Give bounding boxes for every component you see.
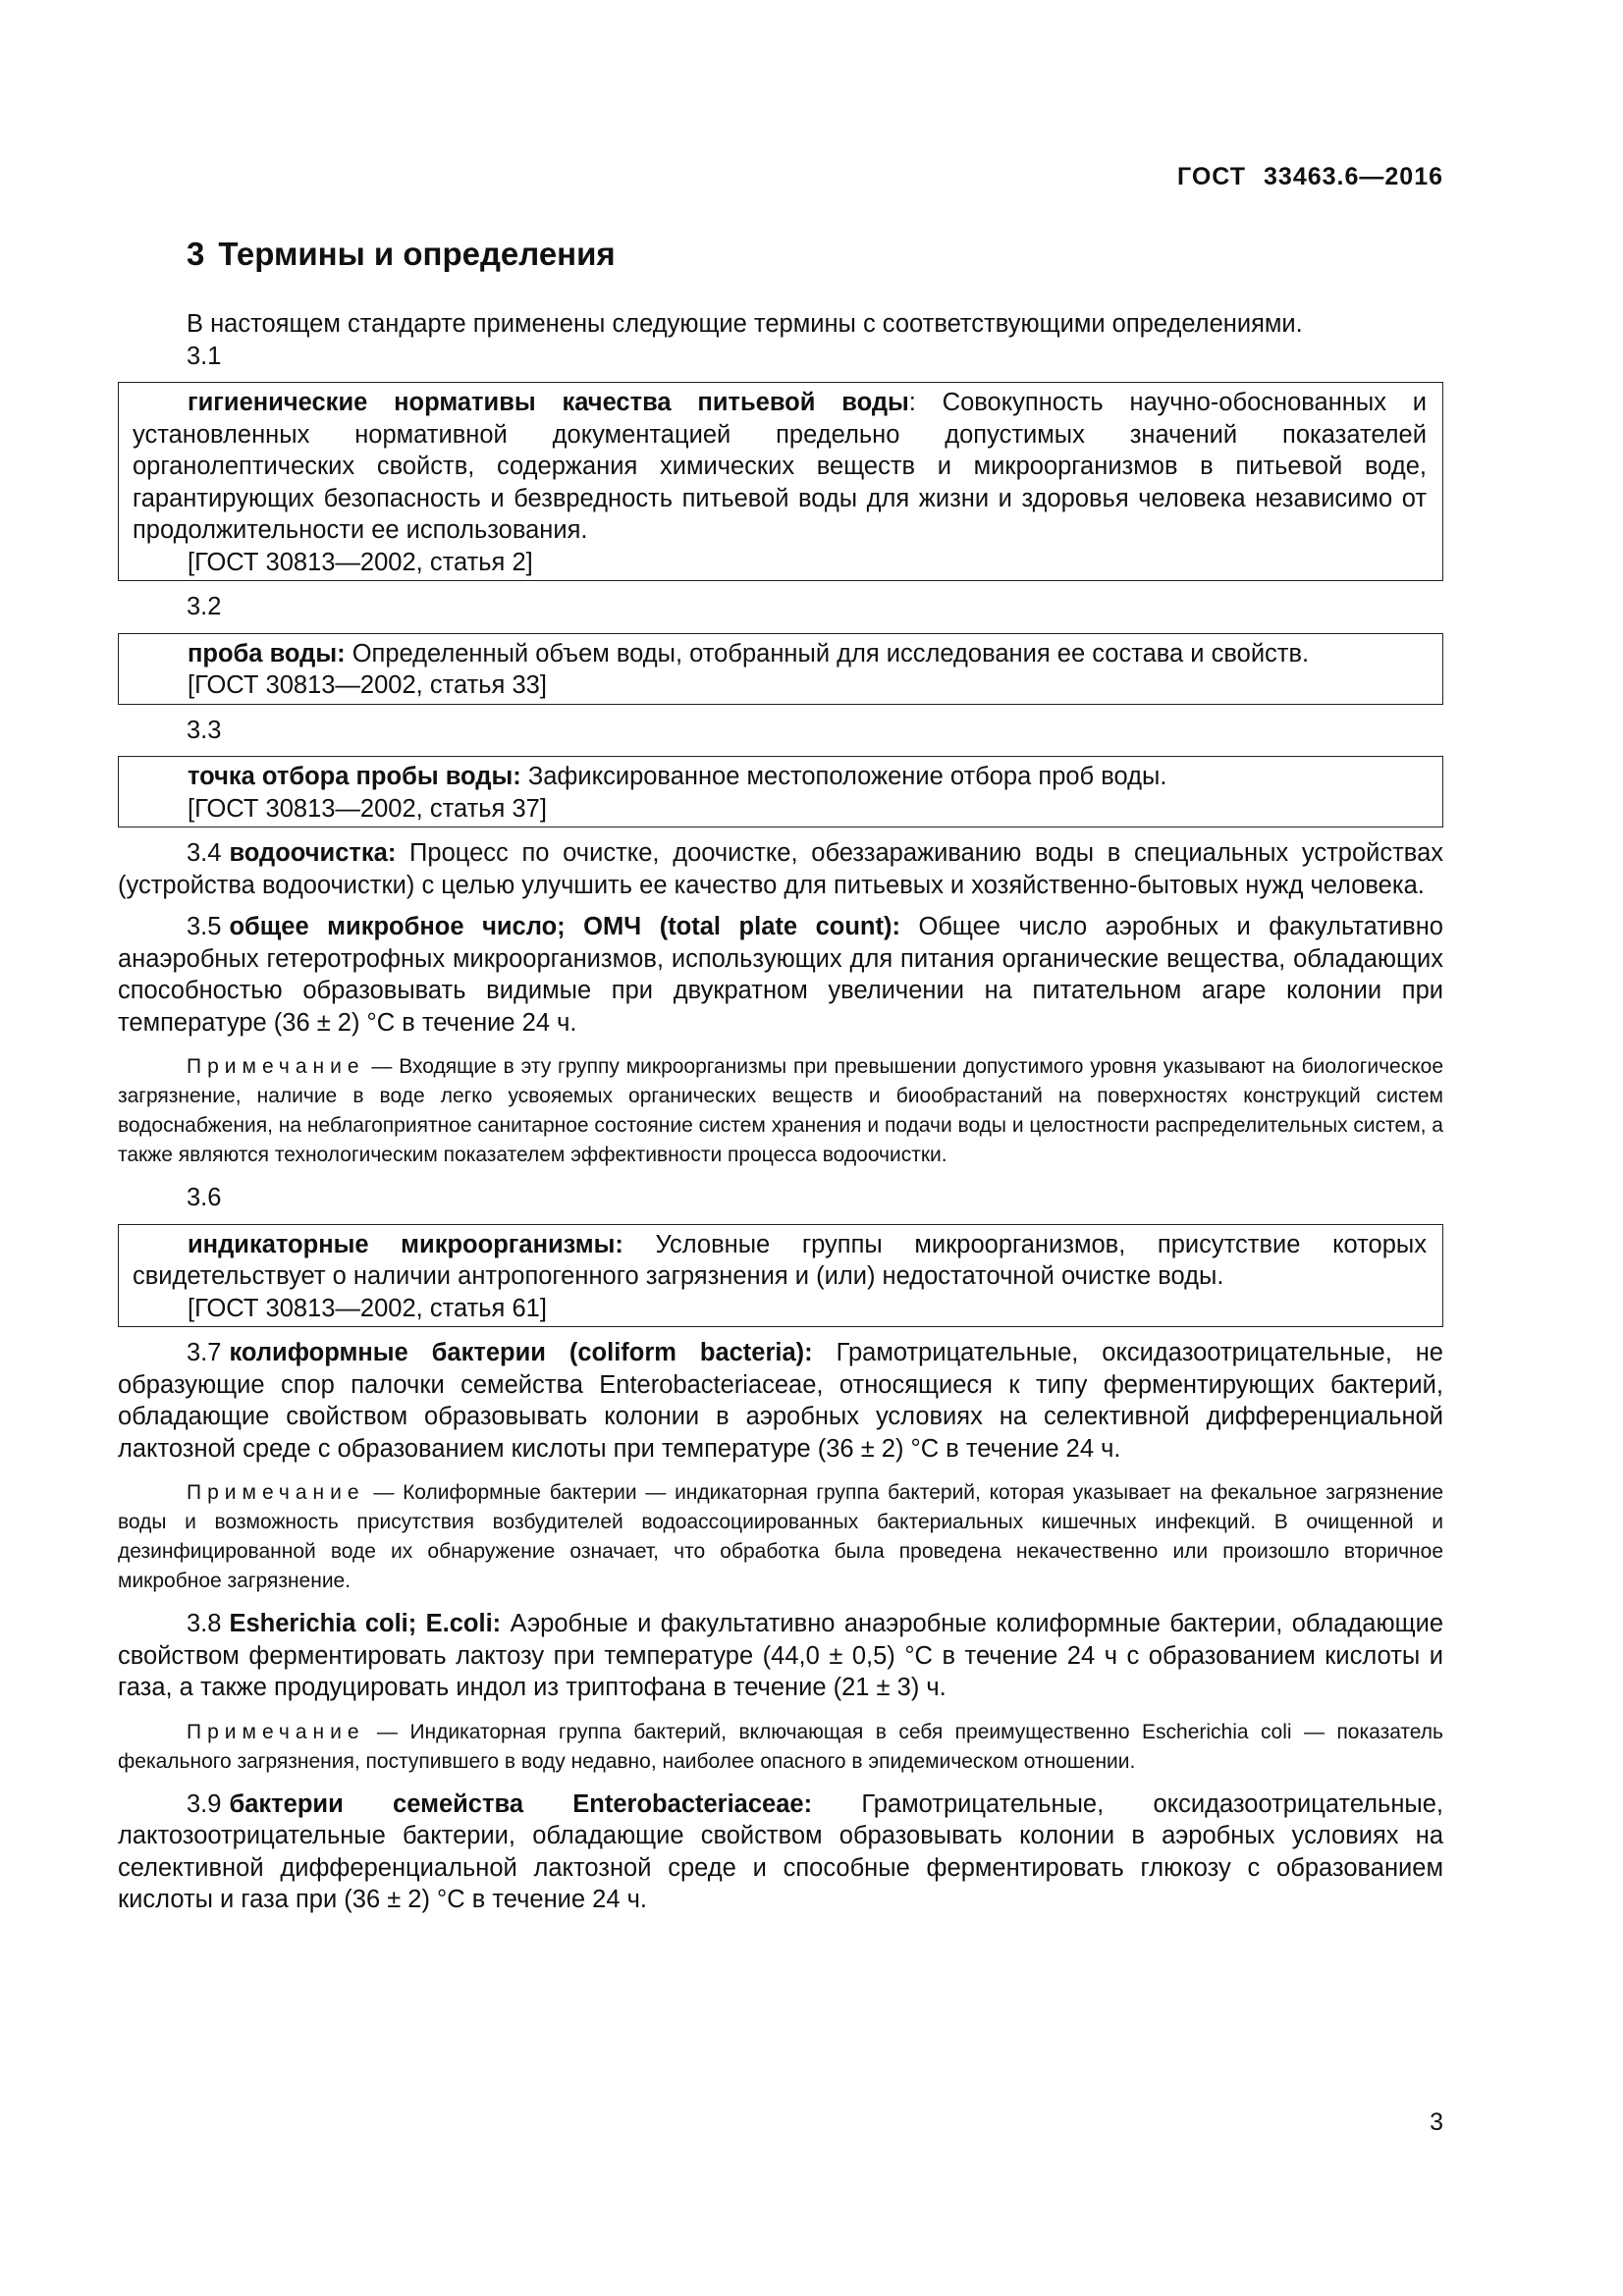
terms-body [118, 308, 1443, 1916]
term-3-7-number: 3.7 [187, 1339, 222, 1366]
term-3-3-term: точка отбора пробы воды: [188, 763, 521, 790]
note-text: — Входящие в эту группу микроорганизмы при превышении допустимого уровня указывают на биологическое загрязнение, наличие в воде легко усвояемых органических веществ и биообрастаний на поверхностях конструкций систем водоснабжения, на неблагоприятное санитарное состояние систем хранения и подачи воды и целостности распределительных систем, а также являются технологическим показателем эффективности процесса водоочистки. [118, 1055, 1443, 1166]
term-3-3-number: 3.3 [187, 716, 222, 744]
term-3-5-note [118, 1052, 1443, 1170]
term-3-5-paragraph [118, 911, 1443, 1039]
term-3-1-reference: [ГОСТ 30813—2002, статья 2] [188, 548, 533, 576]
term-3-4-number: 3.4 [187, 839, 222, 867]
term-3-3-definition [133, 761, 1427, 793]
intro-paragraph: В настоящем стандарте применены следующие термины с соответствующими определениями. [187, 310, 1303, 338]
term-3-7-text: Грамотрицательные, оксидазоотрицательные, не образующие спор палочки семейства Enterobacteriaceae, относящиеся к типу ферментирующих бактерий, обладающие свойством образовывать колонии в аэробных условиях на селективной дифференциальной лактозной среде с образованием кислоты при температуре (36 ± 2) °С в течение 24 ч. [118, 1339, 1443, 1463]
term-3-2-definition [133, 638, 1427, 670]
note-text: — Колиформные бактерии — индикаторная группа бактерий, которая указывает на фекальное загрязнение воды и возможность присутствия возбудителей водоассоциированных бактериальных кишечных инфекций. В очищенной и дезинфицированной воде их обнаружение означает, что обработка была проведена некачественно или произошло вторичное микробное загрязнение. [118, 1481, 1443, 1592]
term-3-8-text: Аэробные и факультативно анаэробные колиформные бактерии, обладающие свойством ферментировать лактозу при температуре (44,0 ± 0,5) °С в течение 24 ч с образованием кислоты и газа, а также продуцировать индол из триптофана в течение (21 ± 3) ч. [118, 1610, 1443, 1701]
standard-label: ГОСТ [1177, 163, 1247, 190]
document-header [1177, 163, 1443, 191]
term-3-6-number: 3.6 [187, 1184, 222, 1211]
term-3-5-text: Общее число аэробных и факультативно анаэробных гетеротрофных микроорганизмов, использующих для питания органические вещества, обладающих способностью образовывать видимые при двукратном увеличении на питательном агаре колонии при температуре (36 ± 2) °С в течение 24 ч. [118, 913, 1443, 1037]
term-3-6-term: индикаторные микроорганизмы: [188, 1230, 623, 1258]
term-3-6-reference: [ГОСТ 30813—2002, статья 61] [188, 1294, 547, 1322]
term-3-3-reference: [ГОСТ 30813—2002, статья 37] [188, 794, 547, 823]
section-title: Термины и определения [218, 236, 616, 272]
term-3-7-note [118, 1478, 1443, 1596]
term-3-1-term: гигиенические нормативы качества питьевой воды [188, 389, 909, 416]
term-3-5-number: 3.5 [187, 913, 222, 940]
term-3-2-reference: [ГОСТ 30813—2002, статья 33] [188, 671, 547, 699]
note-text: — Индикаторная группа бактерий, включающая в себя преимущественно Escherichia coli — показатель фекального загрязнения, поступившего в воду недавно, наиболее опасного в эпидемическом отношении. [118, 1720, 1443, 1773]
term-3-4-text: Процесс по очистке, доочистке, обеззараживанию воды в специальных устройствах (устройства водоочистки) с целью улучшить ее качество для питьевых и хозяйственно-бытовых нужд человека. [118, 839, 1443, 899]
term-3-2-text: Определенный объем воды, отобранный для исследования ее состава и свойств. [345, 639, 1310, 667]
note-label: Примечание [187, 1055, 365, 1078]
term-3-3-box [118, 756, 1443, 828]
term-3-6-box [118, 1224, 1443, 1328]
term-3-1-definition [133, 387, 1427, 547]
note-label: Примечание [187, 1481, 365, 1504]
section-number: 3 [187, 236, 205, 272]
standard-number: 33463.6—2016 [1264, 163, 1443, 190]
term-3-2-number: 3.2 [187, 593, 222, 620]
term-3-9-text: Грамотрицательные, оксидазоотрицательные, лактозоотрицательные бактерии, обладающие свойством образовывать колонии в аэробных условиях на селективной дифференциальной лактозной среде и способные ферментировать глюкозу с образованием кислоты и газа при (36 ± 2) °С в течение 24 ч. [118, 1789, 1444, 1913]
term-3-8-note [118, 1718, 1443, 1777]
term-3-9-term: бактерии семейства Enterobacteriaceae: [229, 1789, 813, 1818]
term-3-8-term: Esherichia coli; E.coli: [229, 1610, 502, 1637]
term-3-2-box [118, 633, 1443, 705]
note-label: Примечание [187, 1720, 365, 1743]
term-3-4-term: водоочистка: [229, 839, 397, 867]
term-3-7-term: колиформные бактерии (coliform bacteria): [229, 1339, 813, 1366]
term-3-1-box [118, 382, 1443, 581]
term-3-1-text: : Совокупность научно-обоснованных и установленных нормативной документацией предельно допустимых значений показателей органолептических свойств, содержания химических веществ и микроорганизмов в питьевой воде, гарантирующих безопасность и безвредность питьевой воды для жизни и здоровья человека независимо от продолжительности ее использования. [133, 389, 1427, 544]
section-heading [187, 236, 616, 273]
term-3-7-paragraph [118, 1337, 1443, 1465]
term-3-3-text: Зафиксированное местоположение отбора проб воды. [520, 763, 1167, 790]
term-3-9-number: 3.9 [187, 1789, 222, 1818]
term-3-5-term: общее микробное число; ОМЧ (total plate count): [229, 913, 900, 940]
term-3-2-term: проба воды: [188, 639, 346, 667]
term-3-8-paragraph [118, 1608, 1443, 1704]
page-number: 3 [1430, 2109, 1443, 2136]
term-3-6-definition [133, 1229, 1427, 1293]
term-3-8-number: 3.8 [187, 1610, 222, 1637]
term-3-1-number: 3.1 [187, 342, 222, 370]
term-3-6-text: Условные группы микроорганизмов, присутствие которых свидетельствует о наличии антропогенного загрязнения и (или) недостаточной очистке воды. [133, 1230, 1427, 1290]
term-3-4-paragraph [118, 837, 1443, 901]
term-3-9-paragraph [118, 1789, 1443, 1916]
